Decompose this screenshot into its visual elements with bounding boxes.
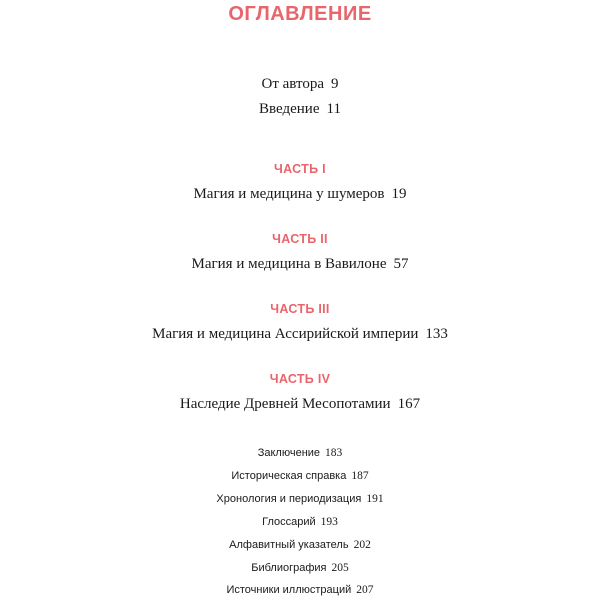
entry-page: 193 (320, 516, 338, 528)
entry-page: 191 (366, 493, 384, 505)
entry-page: 202 (353, 539, 371, 551)
toc-entry-historical-note (0, 470, 600, 482)
part-heading-1: ЧАСТЬ I (274, 162, 326, 176)
part-heading-2: ЧАСТЬ II (272, 232, 328, 246)
toc-entry-part-2 (0, 256, 600, 273)
part-heading-4: ЧАСТЬ IV (269, 372, 331, 386)
entry-label: Магия и медицина в Вавилоне (191, 256, 387, 272)
toc-entry-illustration-sources (0, 584, 600, 596)
entry-page: 187 (351, 470, 369, 482)
entry-page: 9 (331, 76, 339, 92)
entry-label: Историческая справка (231, 470, 347, 482)
page-title: ОГЛАВЛЕНИЕ (228, 3, 372, 25)
toc-entry-from-author (0, 76, 600, 93)
entry-label: Источники иллюстраций (226, 584, 352, 596)
entry-page: 11 (326, 101, 341, 117)
toc-entry-part-4 (0, 396, 600, 413)
toc-entry-index (0, 539, 600, 551)
toc-entry-introduction (0, 101, 600, 118)
entry-page: 205 (331, 562, 349, 574)
entry-page: 57 (393, 256, 409, 272)
toc-entry-bibliography (0, 562, 600, 574)
entry-page: 183 (325, 447, 343, 459)
toc-entry-part-1 (0, 186, 600, 203)
entry-page: 133 (425, 326, 448, 342)
entry-page: 207 (356, 584, 374, 596)
entry-label: Глоссарий (262, 516, 316, 528)
entry-label: Алфавитный указатель (229, 539, 349, 551)
toc-entry-glossary (0, 516, 600, 528)
entry-label: Заключение (257, 447, 321, 459)
entry-label: Хронология и периодизация (216, 493, 362, 505)
entry-label: Магия и медицина Ассирийской империи (152, 326, 419, 342)
toc-entry-chronology (0, 493, 600, 505)
entry-label: Наследие Древней Месопотамии (179, 396, 391, 412)
entry-page: 19 (391, 186, 407, 202)
entry-label: Введение (259, 101, 320, 117)
entry-label: Библиография (251, 562, 327, 574)
entry-label: Магия и медицина у шумеров (193, 186, 385, 202)
toc-entry-part-3 (0, 326, 600, 343)
entry-label: От автора (261, 76, 325, 92)
part-heading-3: ЧАСТЬ III (270, 302, 330, 316)
toc-entry-conclusion (0, 447, 600, 459)
entry-page: 167 (397, 396, 421, 412)
